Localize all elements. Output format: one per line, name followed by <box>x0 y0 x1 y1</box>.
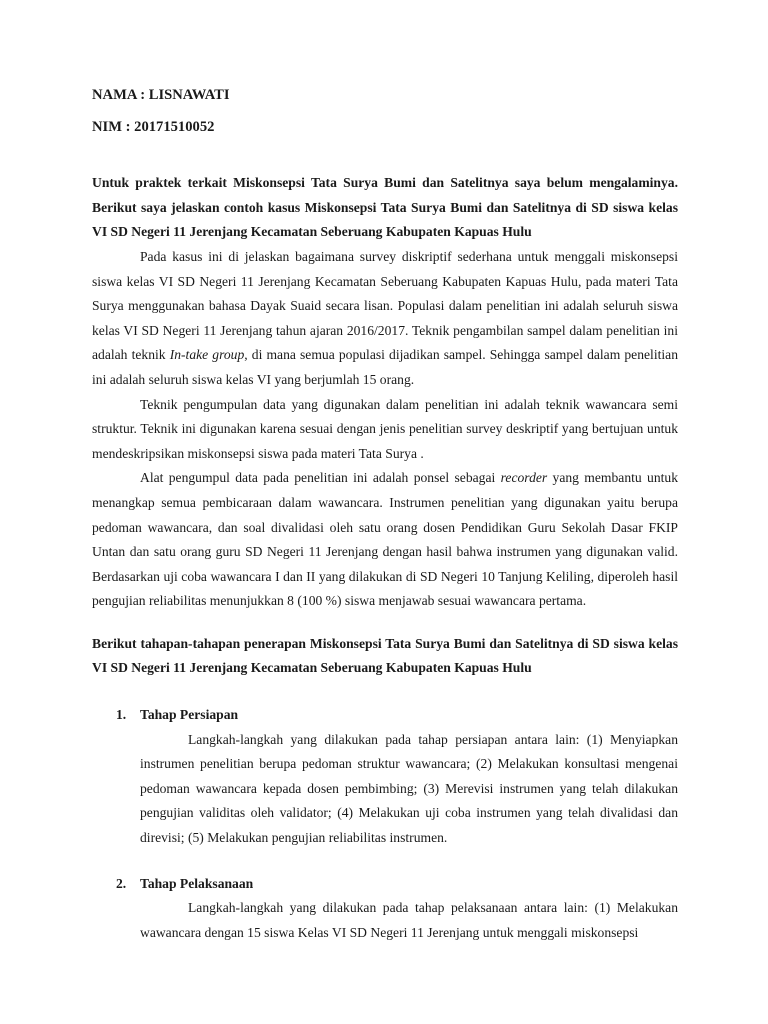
stages-list <box>92 703 678 945</box>
italic-term: In-take group <box>169 347 245 363</box>
paragraph-instrument <box>92 466 678 614</box>
paragraph-case-description <box>92 245 678 393</box>
stages-intro-paragraph: Berikut tahapan-tahapan penerapan Miskonsepsi Tata Surya Bumi dan Satelitnya di SD siswa kelas VI SD Negeri 11 Jerenjang Kecamatan Seberuang Kabupaten Kapuas Hulu <box>92 635 678 676</box>
paragraph-text: , di mana semua populasi dijadikan sampel. Sehingga sampel dalam penelitian ini adalah seluruh siswa kelas VI yang berjumlah 15 orang. <box>92 347 678 387</box>
list-item-number: 1. <box>116 707 127 723</box>
student-id: NIM : 20171510052 <box>92 118 215 135</box>
paragraph-data-collection: Teknik pengumpulan data yang digunakan dalam penelitian ini adalah teknik wawancara semi struktur. Teknik ini digunakan karena sesuai dengan jenis penelitian survey deskriptif yang bertujuan untuk mendeskripsikan miskonsepsi siswa pada materi Tata Surya . <box>92 396 678 461</box>
paragraph-text: Alat pengumpul data pada penelitian ini adalah ponsel sebagai <box>140 470 501 486</box>
list-item-title: Tahap Persiapan <box>140 707 239 723</box>
intro-paragraph: Untuk praktek terkait Miskonsepsi Tata Surya Bumi dan Satelitnya saya belum mengalaminya. Berikut saya jelaskan contoh kasus Miskonsepsi Tata Surya Bumi dan Satelitnya di SD siswa kelas VI SD Negeri 11 Jerenjang Kecamatan Seberuang Kabupaten Kapuas Hulu <box>92 175 678 240</box>
list-item-body: Langkah-langkah yang dilakukan pada tahap pelaksanaan antara lain: (1) Melakukan wawancara dengan 15 siswa Kelas VI SD Negeri 11 Jerenjang untuk menggali miskonsepsi <box>140 900 678 940</box>
list-item <box>92 703 678 851</box>
list-item-body: Langkah-langkah yang dilakukan pada tahap persiapan antara lain: (1) Menyiapkan instrumen penelitian berupa pedoman struktur wawancara; (2) Melakukan konsultasi mengenai pedoman wawancara kepada dosen pembimbing; (3) Merevisi instrumen yang telah dilakukan pengujian validitas oleh validator; (4) Melakukan uji coba instrumen yang telah divalidasi dan direvisi; (5) Melakukan pengujian reliabilitas instrumen. <box>140 731 678 846</box>
paragraph-text: Pada kasus ini di jelaskan bagaimana survey diskriptif sederhana untuk menggali miskonsepsi siswa kelas VI SD Negeri 11 Jerenjang Kecamatan Seberuang Kabupaten Kapuas Hulu, pada materi Tata Surya menggunakan bahasa Dayak Suaid secara lisan. Populasi dalam penelitian ini adalah seluruh siswa kelas VI SD Negeri 11 Jerenjang tahun ajaran 2016/2017. Teknik pengambilan sampel dalam penelitian ini adalah teknik <box>92 248 678 363</box>
list-item <box>92 872 678 946</box>
italic-term: recorder <box>500 470 548 486</box>
list-item-title: Tahap Pelaksanaan <box>140 875 254 891</box>
student-name: NAMA : LISNAWATI <box>92 87 230 103</box>
list-item-number: 2. <box>116 875 127 891</box>
paragraph-text: yang membantu untuk menangkap semua pembicaraan dalam wawancara. Instrumen penelitian yang digunakan yaitu berupa pedoman wawancara, dan soal divalidasi oleh satu orang dosen Pendidikan Guru Sekolah Dasar FKIP Untan dan satu orang guru SD Negeri 11 Jerenjang dengan hasil bahwa instrumen yang digunakan valid. Berdasarkan uji coba wawancara I dan II yang dilakukan di SD Negeri 10 Tanjung Keliling, diperoleh hasil pengujian reliabilitas menunjukkan 8 (100 %) siswa menjawab sesuai wawancara pertama. <box>92 470 679 609</box>
